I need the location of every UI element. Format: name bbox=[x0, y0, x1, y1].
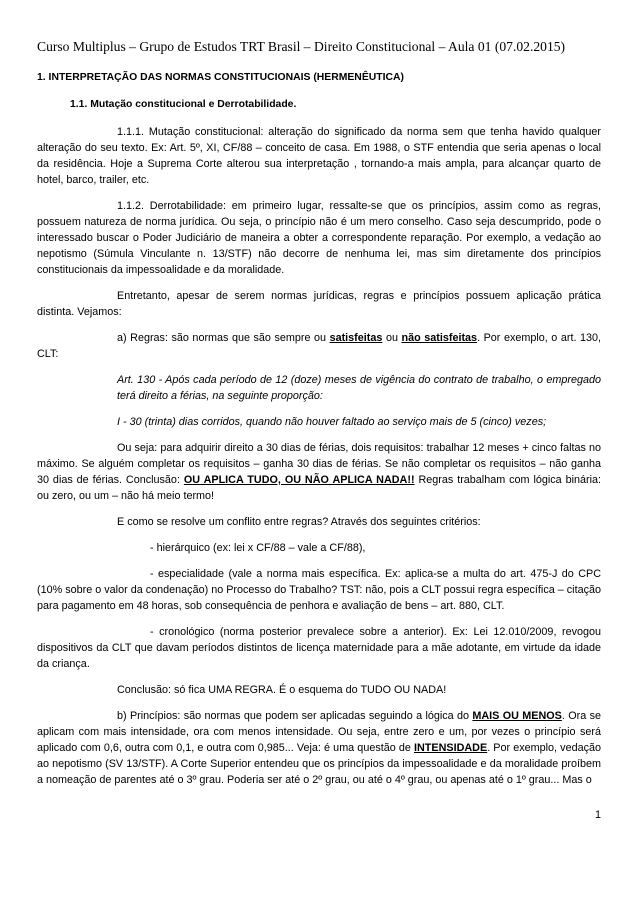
ou-seja-text-end: Regras trabalham com lógica binária: ou zero, ou um – não há meio termo! bbox=[37, 474, 601, 502]
paragraph-principios bbox=[37, 708, 601, 788]
ou-seja-emphasis: OU APLICA TUDO, OU NÃO APLICA NADA!! bbox=[183, 474, 415, 486]
paragraph-conflito: E como se resolve um conflito entre regras? Através dos seguintes critérios: bbox=[117, 516, 481, 528]
regras-emphasis-satisfeitas: satisfeitas bbox=[329, 332, 383, 344]
section-heading: 1. INTERPRETAÇÃO DAS NORMAS CONSTITUCIONAIS (HERMENÊUTICA) bbox=[37, 72, 404, 83]
regras-text-end: . Por exemplo, o art. 130, CLT: bbox=[37, 332, 601, 360]
document-body bbox=[37, 70, 601, 798]
paragraph-entretanto: Entretanto, apesar de serem normas jurídicas, regras e princípios possuem aplicação prática distinta. Vejamos: bbox=[37, 290, 601, 318]
paragraph-regras bbox=[37, 330, 601, 362]
page-number: 1 bbox=[595, 809, 602, 821]
regras-text-start: a) Regras: são normas que são sempre ou bbox=[117, 332, 330, 344]
page-header: Curso Multiplus – Grupo de Estudos TRT Brasil – Direito Constitucional – Aula 01 (07.02.2015) bbox=[37, 39, 566, 54]
criterion-cronologico: - cronológico (norma posterior prevalece sobre a anterior). Ex: Lei 12.010/2009, revogou dispositivos da CLT que davam períodos distintos de licença maternidade para a mãe adotante, em virtude da idade da criança. bbox=[37, 626, 601, 670]
criterion-especialidade: - especialidade (vale a norma mais específica. Ex: aplica-se a multa do art. 475-J do CPC (10% sobre o valor da condenação) no Processo do Trabalho? TST: não, pois a CLT possui regra específica – citação para pagamento em 48 horas, sob consequência de penhora e avaliação de bens – art. 880, CLT. bbox=[37, 568, 601, 612]
regras-emphasis-nao-satisfeitas: não satisfeitas bbox=[401, 332, 478, 344]
principios-emphasis-intensidade: INTENSIDADE bbox=[414, 742, 488, 754]
principios-text-start: b) Princípios: são normas que podem ser aplicadas seguindo a lógica do bbox=[117, 710, 473, 722]
principios-text-end: . Por exemplo, vedação ao nepotismo (SV 13/STF). A Corte Superior entendeu que os princípios da impessoalidade e da moralidade proíbem a nomeação de parentes até o 3º grau. Poderia ser até o 2º grau, ou até o 4º grau, ou apenas até o 1º grau... Mas o bbox=[37, 742, 601, 786]
subsection-heading: 1.1. Mutação constitucional e Derrotabilidade. bbox=[70, 99, 297, 110]
paragraph-ou-seja bbox=[37, 440, 601, 504]
criterion-hierarquico: - hierárquico (ex: lei x CF/88 – vale a CF/88), bbox=[150, 542, 366, 554]
principios-emphasis-mais-ou-menos: MAIS OU MENOS bbox=[472, 710, 562, 722]
regras-text-or: ou bbox=[382, 332, 402, 344]
quote-art-130: Art. 130 - Após cada período de 12 (doze) meses de vigência do contrato de trabalho, o empregado terá direito a férias, na seguinte proporção: bbox=[117, 374, 601, 402]
ou-seja-text-start: Ou seja: para adquirir direito a 30 dias de férias, dois requisitos: trabalhar 12 meses + cinco faltas no máximo. Se alguém completar os requisitos – ganha 30 dias de férias. Se não completar os requisitos – não ganha 30 dias de férias. Conclusão: bbox=[37, 442, 601, 486]
principios-text-middle: . Ora se aplicam com mais intensidade, ora com menos intensidade. Ou seja, entre zero e um, por vezes o princípio será aplicado com 0,6, outra com 0,1, e outra com 0,985... Veja: é uma questão de bbox=[37, 710, 602, 754]
paragraph-mutacao: 1.1.1. Mutação constitucional: alteração do significado da norma sem que tenha havido qualquer alteração do seu texto. Ex: Art. 5º, XI, CF/88 – conceito de casa. Em 1988, o STF entendia que seria apenas o local da residência. Hoje a Suprema Corte alterou sua interpretação , tornando-a mais ampla, para alcançar quarto de hotel, barco, trailer, etc. bbox=[37, 126, 601, 186]
paragraph-conclusao: Conclusão: só fica UMA REGRA. É o esquema do TUDO OU NADA! bbox=[117, 684, 447, 696]
paragraph-derrotabilidade: 1.1.2. Derrotabilidade: em primeiro lugar, ressalte-se que os princípios, assim como as regras, possuem natureza de norma jurídica. Ou seja, o princípio não é um mero conselho. Caso seja descumprido, pode o interessado buscar o Poder Judiciário de maneira a obter a correspondente reparação. Por exemplo, a vedação ao nepotismo (Súmula Vinculante n. 13/STF) não decorre de nenhuma lei, mas sim diretamente dos princípios constitucionais da impessoalidade e da moralidade. bbox=[37, 200, 601, 276]
quote-art-130-item-i: I - 30 (trinta) dias corridos, quando não houver faltado ao serviço mais de 5 (cinco) vezes; bbox=[117, 416, 547, 428]
